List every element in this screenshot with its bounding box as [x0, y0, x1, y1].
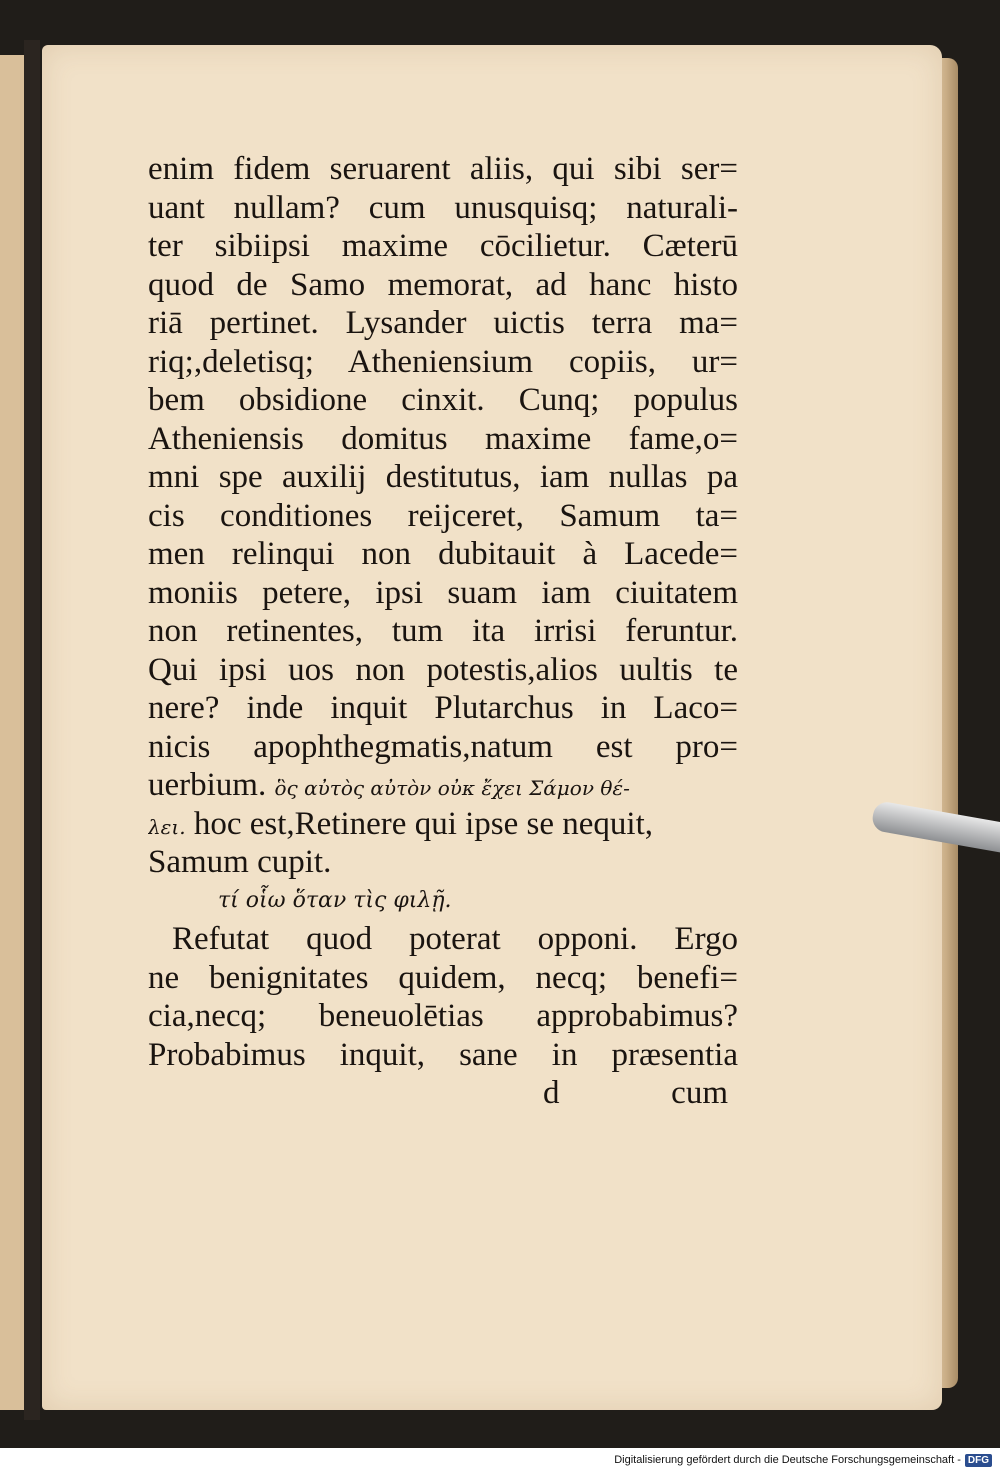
text-line: mni spe auxilij destitutus, iam nullas pa: [148, 459, 738, 495]
book-gutter: [24, 40, 40, 1420]
catchword: cum: [671, 1075, 728, 1111]
greek-fragment: λει.: [148, 814, 186, 839]
text-line: Atheniensis domitus maxime fame,o=: [148, 420, 738, 457]
greek-heading: τί οἷω ὅταν τὶς φιλῇ.: [218, 887, 452, 913]
text-line: Qui ipsi uos non potestis,alios uultis te: [148, 651, 738, 688]
text-line: cis conditiones reijceret, Samum ta=: [148, 497, 738, 534]
funding-notice: Digitalisierung gefördert durch die Deutsche Forschungsgemeinschaft -: [614, 1454, 961, 1466]
dfg-logo[interactable]: DFG: [965, 1454, 992, 1467]
text-line: moniis petere, ipsi suam iam ciuitatem: [148, 574, 738, 611]
text-line: bem obsidione cinxit. Cunq; populus: [148, 382, 738, 418]
text-line: non retinentes, tum ita irrisi feruntur.: [148, 613, 738, 649]
greek-quotation: ὃς αὐτὸς αὐτὸν οὐκ ἔχει Σάμον θέ-: [274, 776, 630, 800]
text-fragment: hoc est,Retinere qui ipse se nequit,: [185, 805, 653, 842]
text-line: Refutat quod poterat opponi. Ergo: [172, 921, 738, 957]
signature-mark: d: [543, 1075, 560, 1111]
text-line-with-greek: [148, 766, 738, 805]
text-line: nere? inde inquit Plutarchus in Laco=: [148, 690, 738, 726]
text-line: nicis apophthegmatis,natum est pro=: [148, 728, 738, 765]
page-foot-line: [148, 1074, 738, 1113]
left-page-edge: [0, 55, 26, 1410]
text-line: ne benignitates quidem, necq; benefi=: [148, 959, 738, 996]
text-line: Probabimus inquit, sane in præsentia: [148, 1036, 738, 1073]
text-line: quod de Samo memorat, ad hanc histo: [148, 266, 738, 303]
text-line: ter sibiipsi maxime cōcilietur. Cæterū: [148, 228, 738, 264]
text-line: uant nullam? cum unusquisq; naturali-: [148, 189, 738, 226]
text-line: riq;,deletisq; Atheniensium copiis, ur=: [148, 343, 738, 380]
text-line-with-greek: [148, 805, 738, 844]
text-line: cia,necq; beneuolētias approbabimus?: [148, 998, 738, 1034]
text-fragment: uerbium.: [148, 767, 267, 803]
text-line: men relinqui non dubitauit à Lacede=: [148, 536, 738, 572]
footer-bar: [0, 1448, 1000, 1472]
text-line: riā pertinet. Lysander uictis terra ma=: [148, 305, 738, 341]
page-text: [148, 150, 738, 1113]
text-line: enim fidem seruarent aliis, qui sibi ser=: [148, 151, 738, 187]
text-line: Samum cupit.: [148, 844, 332, 880]
